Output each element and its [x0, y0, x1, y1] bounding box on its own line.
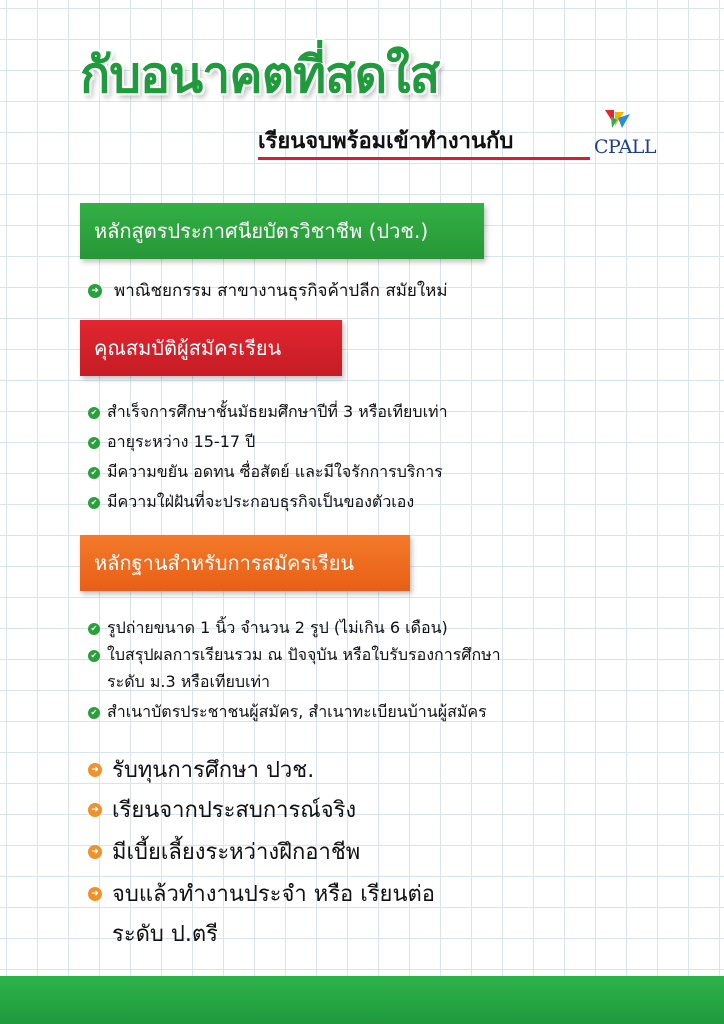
footer-bar — [0, 976, 724, 1024]
qualifications-heading: คุณสมบัติผู้สมัครเรียน — [80, 320, 342, 376]
benefit-item-continuation: ระดับ ป.ตรี — [112, 922, 218, 947]
check-icon: ✔ — [88, 437, 100, 449]
arrow-right-icon: ➜ — [88, 803, 102, 817]
benefit-text: เรียนจากประสบการณ์จริง — [112, 798, 357, 823]
program-heading: หลักสูตรประกาศนียบัตรวิชาชีพ (ปวช.) — [80, 203, 484, 259]
list-item-text: รูปถ่ายขนาด 1 นิ้ว จำนวน 2 รูป (ไม่เกิน 6 เดือน) — [107, 618, 448, 637]
list-item-text: อายุระหว่าง 15-17 ปี — [107, 432, 256, 451]
logo-ribbon-icon — [602, 108, 632, 130]
benefit-item — [88, 834, 360, 869]
check-icon: ✔ — [88, 623, 100, 635]
list-item — [88, 490, 414, 515]
check-icon: ✔ — [88, 407, 100, 419]
subtitle-underline — [258, 157, 590, 160]
poster-title: กับอนาคตที่สดใส — [80, 46, 440, 104]
list-item — [88, 700, 487, 725]
cpall-logo — [594, 108, 674, 158]
benefit-item — [88, 752, 314, 787]
arrow-right-icon: ➜ — [88, 763, 102, 777]
program-item — [88, 277, 448, 304]
check-icon: ✔ — [88, 497, 100, 509]
list-item-continuation: ระดับ ม.3 หรือเทียบเท่า — [107, 672, 271, 691]
list-item — [88, 616, 448, 641]
list-item-text: สำเนาบัตรประชาชนผู้สมัคร, สำเนาทะเบียนบ้านผู้สมัคร — [107, 702, 487, 721]
list-item — [88, 430, 255, 455]
benefit-text: จบแล้วทำงานประจำ หรือ เรียนต่อ — [112, 882, 435, 907]
list-item — [88, 460, 443, 485]
documents-heading: หลักฐานสำหรับการสมัครเรียน — [80, 535, 410, 591]
program-item-text: พาณิชยกรรม สาขางานธุรกิจค้าปลีก สมัยใหม่ — [114, 281, 448, 301]
check-icon: ✔ — [88, 467, 100, 479]
check-icon: ✔ — [88, 707, 100, 719]
list-item-text: ใบสรุปผลการเรียนรวม ณ ปัจจุบัน หรือใบรับรองการศึกษา — [107, 645, 501, 664]
logo-text: CPALL — [594, 136, 657, 158]
benefit-item — [88, 876, 435, 911]
list-item-text: มีความใฝ่ฝันที่จะประกอบธุรกิจเป็นของตัวเอง — [107, 492, 415, 511]
check-icon: ✔ — [88, 650, 100, 662]
list-item-text: มีความขยัน อดทน ซื่อสัตย์ และมีใจรักการบริการ — [107, 462, 443, 481]
list-item — [88, 643, 501, 668]
list-item — [88, 400, 448, 425]
arrow-right-icon: ➜ — [88, 845, 102, 859]
benefit-text: รับทุนการศึกษา ปวช. — [112, 758, 315, 783]
poster-subtitle: เรียนจบพร้อมเข้าทำงานกับ — [258, 129, 514, 154]
benefit-text: มีเบี้ยเลี้ยงระหว่างฝึกอาชีพ — [112, 840, 361, 865]
list-item-text: สำเร็จการศึกษาชั้นมัธยมศึกษาปีที่ 3 หรือเทียบเท่า — [107, 402, 448, 421]
arrow-right-icon: ➜ — [88, 887, 102, 901]
benefit-item — [88, 792, 356, 827]
arrow-right-icon: ➜ — [88, 284, 102, 298]
